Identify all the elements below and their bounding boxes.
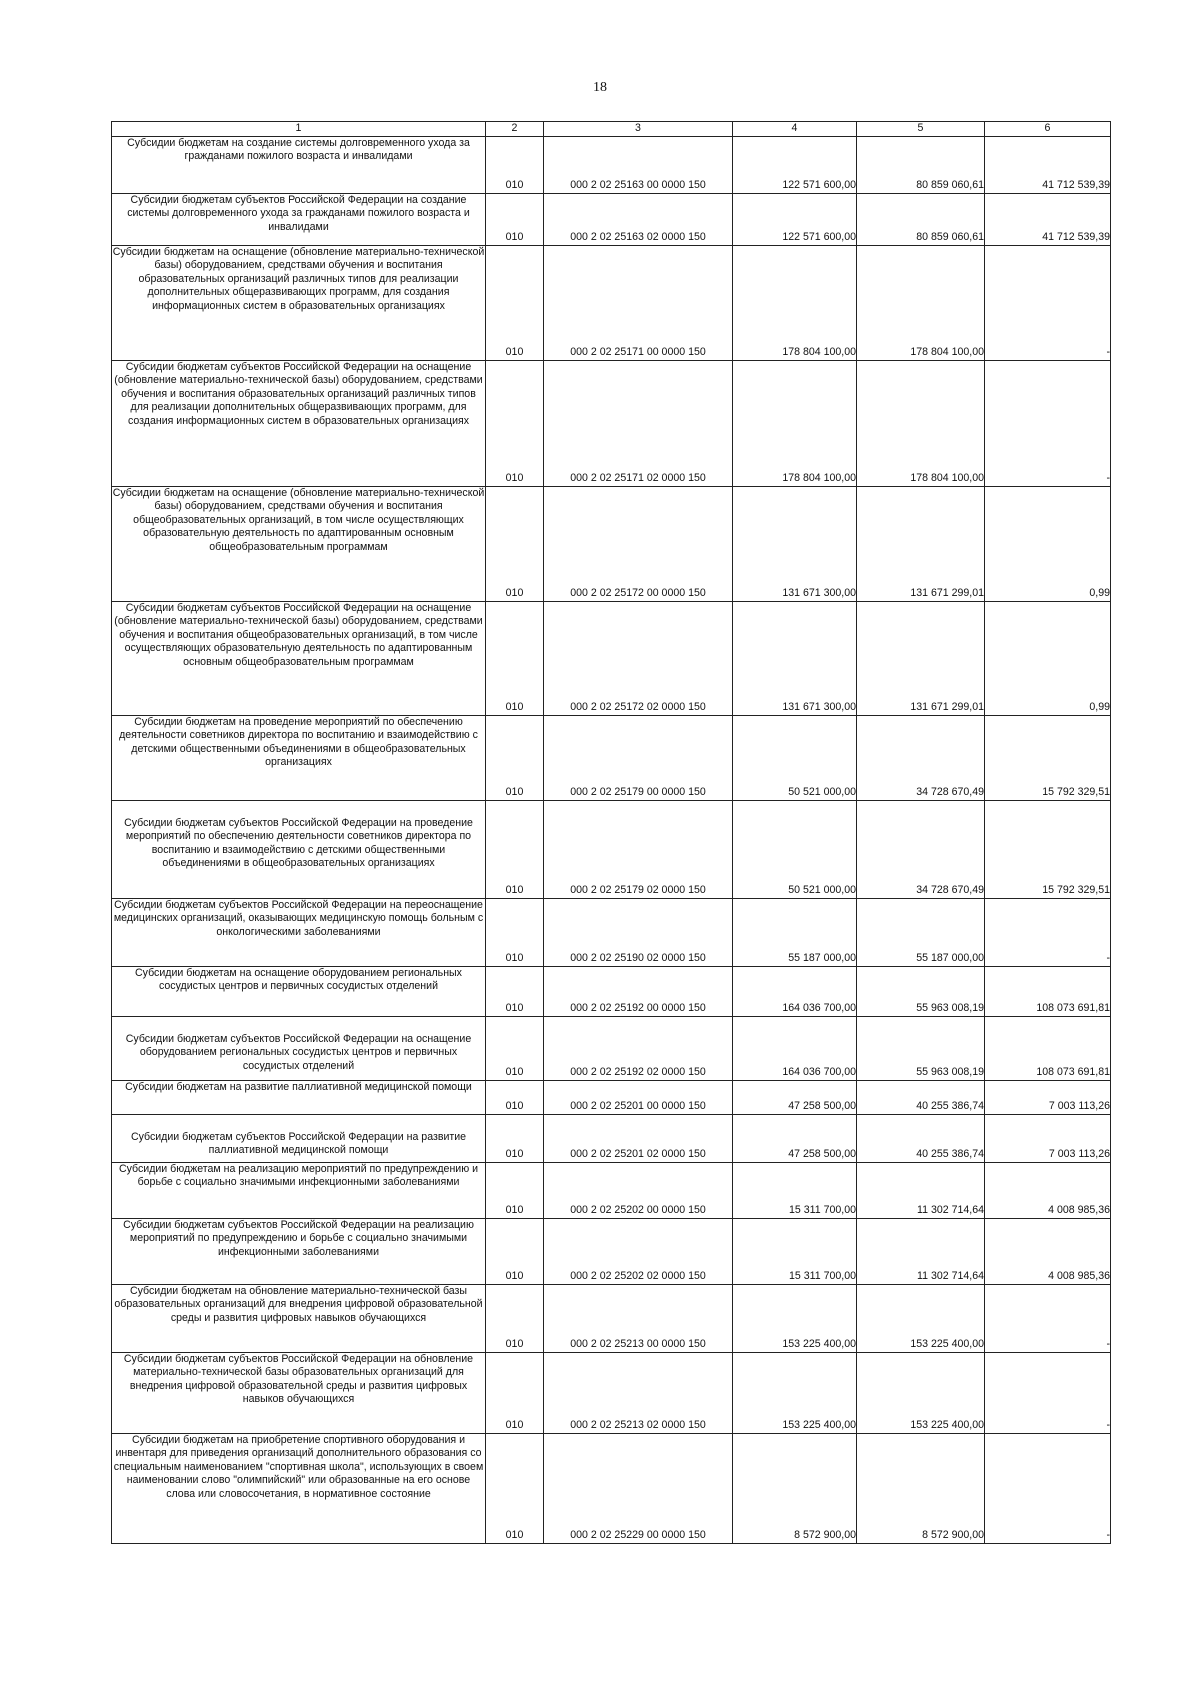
table-row	[112, 966, 1111, 1016]
row-kbk: 000 2 02 25171 02 0000 150	[544, 360, 733, 486]
row-description: Субсидии бюджетам субъектов Российской Федерации на оснащение оборудованием региональных сосудистых центров и первичных сосудистых отделений	[112, 1016, 486, 1080]
row-col5-amount: 55 187 000,00	[857, 898, 985, 966]
table-body	[112, 136, 1111, 1543]
row-code: 010	[486, 898, 544, 966]
column-header-1: 1	[112, 122, 486, 137]
row-col4-amount: 122 571 600,00	[733, 136, 857, 193]
row-code: 010	[486, 193, 544, 245]
row-col6-amount: 108 073 691,81	[985, 966, 1111, 1016]
row-description: Субсидии бюджетам субъектов Российской Федерации на обновление материально-технической базы образовательных организаций для внедрения цифровой образовательной среды и развития цифровых навыков обучающихся	[112, 1352, 486, 1433]
row-col5-amount: 178 804 100,00	[857, 245, 985, 360]
budget-table	[111, 121, 1111, 1544]
row-description: Субсидии бюджетам на обновление материально-технической базы образовательных организаций для внедрения цифровой образовательной среды и развития цифровых навыков обучающихся	[112, 1284, 486, 1352]
table-row	[112, 360, 1111, 486]
row-col6-amount: 4 008 985,36	[985, 1218, 1111, 1284]
row-col6-amount: 15 792 329,51	[985, 800, 1111, 898]
row-code: 010	[486, 1352, 544, 1433]
row-kbk: 000 2 02 25190 02 0000 150	[544, 898, 733, 966]
row-code: 010	[486, 360, 544, 486]
row-code: 010	[486, 966, 544, 1016]
row-description: Субсидии бюджетам субъектов Российской Федерации на реализацию мероприятий по предупреждению и борьбе с социально значимыми инфекционными заболеваниями	[112, 1218, 486, 1284]
row-col4-amount: 50 521 000,00	[733, 715, 857, 800]
row-col4-amount: 122 571 600,00	[733, 193, 857, 245]
row-kbk: 000 2 02 25172 02 0000 150	[544, 601, 733, 715]
row-description: Субсидии бюджетам субъектов Российской Федерации на переоснащение медицинских организаций, оказывающих медицинскую помощь больным с онкологическими заболеваниями	[112, 898, 486, 966]
table-row	[112, 245, 1111, 360]
row-code: 010	[486, 245, 544, 360]
row-col5-amount: 153 225 400,00	[857, 1352, 985, 1433]
table-row	[112, 136, 1111, 193]
row-col5-amount: 55 963 008,19	[857, 1016, 985, 1080]
row-kbk: 000 2 02 25163 02 0000 150	[544, 193, 733, 245]
table-row	[112, 1114, 1111, 1162]
table-row	[112, 601, 1111, 715]
row-col6-amount: 15 792 329,51	[985, 715, 1111, 800]
column-header-6: 6	[985, 122, 1111, 137]
row-col5-amount: 153 225 400,00	[857, 1284, 985, 1352]
row-col6-amount: -	[985, 1284, 1111, 1352]
row-col4-amount: 131 671 300,00	[733, 601, 857, 715]
row-col5-amount: 80 859 060,61	[857, 136, 985, 193]
row-description: Субсидии бюджетам на оснащение (обновление материально-технической базы) оборудованием, средствами обучения и воспитания образовательных организаций различных типов для реализации дополнительных общеразвивающих программ, для создания информационных систем в образовательных организациях	[112, 245, 486, 360]
row-col4-amount: 8 572 900,00	[733, 1433, 857, 1543]
row-kbk: 000 2 02 25171 00 0000 150	[544, 245, 733, 360]
row-description: Субсидии бюджетам субъектов Российской Федерации на проведение мероприятий по обеспечению деятельности советников директора по воспитанию и взаимодействию с детскими общественными объединениями в общеобразовательных организациях	[112, 800, 486, 898]
row-col6-amount: 7 003 113,26	[985, 1114, 1111, 1162]
row-code: 010	[486, 715, 544, 800]
table-row	[112, 1218, 1111, 1284]
row-code: 010	[486, 1114, 544, 1162]
column-header-4: 4	[733, 122, 857, 137]
row-description: Субсидии бюджетам субъектов Российской Федерации на оснащение (обновление материально-технической базы) оборудованием, средствами обучения и воспитания общеобразовательных организаций, в том числе осуществляющих образовательную деятельность по адаптированным основным общеобразовательным программам	[112, 601, 486, 715]
row-col6-amount: 41 712 539,39	[985, 193, 1111, 245]
table-row	[112, 1080, 1111, 1114]
table-row	[112, 715, 1111, 800]
row-col4-amount: 50 521 000,00	[733, 800, 857, 898]
row-col5-amount: 40 255 386,74	[857, 1114, 985, 1162]
row-code: 010	[486, 1433, 544, 1543]
table-row	[112, 1433, 1111, 1543]
row-col5-amount: 55 963 008,19	[857, 966, 985, 1016]
row-description: Субсидии бюджетам субъектов Российской Федерации на развитие паллиативной медицинской помощи	[112, 1114, 486, 1162]
row-code: 010	[486, 1016, 544, 1080]
row-description: Субсидии бюджетам на оснащение оборудованием региональных сосудистых центров и первичных сосудистых отделений	[112, 966, 486, 1016]
row-col4-amount: 47 258 500,00	[733, 1080, 857, 1114]
row-col6-amount: 41 712 539,39	[985, 136, 1111, 193]
row-kbk: 000 2 02 25229 00 0000 150	[544, 1433, 733, 1543]
column-number-row	[112, 122, 1111, 137]
row-description: Субсидии бюджетам на реализацию мероприятий по предупреждению и борьбе с социально значимыми инфекционными заболеваниями	[112, 1162, 486, 1218]
row-code: 010	[486, 486, 544, 601]
row-col5-amount: 11 302 714,64	[857, 1218, 985, 1284]
row-col5-amount: 8 572 900,00	[857, 1433, 985, 1543]
row-code: 010	[486, 800, 544, 898]
row-col5-amount: 11 302 714,64	[857, 1162, 985, 1218]
row-col6-amount: 0,99	[985, 486, 1111, 601]
row-kbk: 000 2 02 25202 02 0000 150	[544, 1218, 733, 1284]
row-col4-amount: 15 311 700,00	[733, 1218, 857, 1284]
row-col5-amount: 40 255 386,74	[857, 1080, 985, 1114]
row-description: Субсидии бюджетам субъектов Российской Федерации на создание системы долговременного ухода за гражданами пожилого возраста и инвалидами	[112, 193, 486, 245]
row-col6-amount: 4 008 985,36	[985, 1162, 1111, 1218]
column-header-5: 5	[857, 122, 985, 137]
row-description: Субсидии бюджетам на развитие паллиативной медицинской помощи	[112, 1080, 486, 1114]
row-col5-amount: 34 728 670,49	[857, 800, 985, 898]
table-row	[112, 1016, 1111, 1080]
row-col4-amount: 153 225 400,00	[733, 1284, 857, 1352]
row-code: 010	[486, 1284, 544, 1352]
row-col5-amount: 80 859 060,61	[857, 193, 985, 245]
row-col6-amount: -	[985, 1433, 1111, 1543]
row-kbk: 000 2 02 25201 02 0000 150	[544, 1114, 733, 1162]
row-code: 010	[486, 1218, 544, 1284]
row-description: Субсидии бюджетам на создание системы долговременного ухода за гражданами пожилого возраста и инвалидами	[112, 136, 486, 193]
row-kbk: 000 2 02 25163 00 0000 150	[544, 136, 733, 193]
row-col4-amount: 164 036 700,00	[733, 966, 857, 1016]
row-description: Субсидии бюджетам на приобретение спортивного оборудования и инвентаря для приведения организаций дополнительного образования со специальным наименованием "спортивная школа", использующих в своем наименовании слово "олимпийский" или образованные на его основе слова или словосочетания, в нормативное состояние	[112, 1433, 486, 1543]
row-col6-amount: 108 073 691,81	[985, 1016, 1111, 1080]
row-col4-amount: 47 258 500,00	[733, 1114, 857, 1162]
table-row	[112, 1284, 1111, 1352]
row-code: 010	[486, 1162, 544, 1218]
row-col5-amount: 131 671 299,01	[857, 486, 985, 601]
row-kbk: 000 2 02 25192 02 0000 150	[544, 1016, 733, 1080]
row-col4-amount: 178 804 100,00	[733, 360, 857, 486]
row-kbk: 000 2 02 25202 00 0000 150	[544, 1162, 733, 1218]
page-number: 18	[593, 80, 607, 95]
table-row	[112, 1162, 1111, 1218]
row-col4-amount: 178 804 100,00	[733, 245, 857, 360]
row-col6-amount: -	[985, 245, 1111, 360]
row-col4-amount: 15 311 700,00	[733, 1162, 857, 1218]
row-code: 010	[486, 136, 544, 193]
row-kbk: 000 2 02 25179 00 0000 150	[544, 715, 733, 800]
row-kbk: 000 2 02 25192 00 0000 150	[544, 966, 733, 1016]
row-kbk: 000 2 02 25213 00 0000 150	[544, 1284, 733, 1352]
table-row	[112, 800, 1111, 898]
row-col5-amount: 131 671 299,01	[857, 601, 985, 715]
row-col4-amount: 55 187 000,00	[733, 898, 857, 966]
row-col6-amount: -	[985, 1352, 1111, 1433]
table-row	[112, 1352, 1111, 1433]
row-kbk: 000 2 02 25213 02 0000 150	[544, 1352, 733, 1433]
row-kbk: 000 2 02 25201 00 0000 150	[544, 1080, 733, 1114]
row-col6-amount: 7 003 113,26	[985, 1080, 1111, 1114]
table-row	[112, 486, 1111, 601]
table-row	[112, 193, 1111, 245]
row-col5-amount: 178 804 100,00	[857, 360, 985, 486]
row-kbk: 000 2 02 25179 02 0000 150	[544, 800, 733, 898]
column-header-3: 3	[544, 122, 733, 137]
row-col5-amount: 34 728 670,49	[857, 715, 985, 800]
row-code: 010	[486, 601, 544, 715]
row-code: 010	[486, 1080, 544, 1114]
row-col6-amount: -	[985, 360, 1111, 486]
row-col4-amount: 131 671 300,00	[733, 486, 857, 601]
row-description: Субсидии бюджетам субъектов Российской Федерации на оснащение (обновление материально-технической базы) оборудованием, средствами обучения и воспитания образовательных организаций различных типов для реализации дополнительных общеразвивающих программ, для создания информационных систем в образовательных организациях	[112, 360, 486, 486]
row-col4-amount: 153 225 400,00	[733, 1352, 857, 1433]
row-description: Субсидии бюджетам на оснащение (обновление материально-технической базы) оборудованием, средствами обучения и воспитания общеобразовательных организаций, в том числе осуществляющих образовательную деятельность по адаптированным основным общеобразовательным программам	[112, 486, 486, 601]
column-header-2: 2	[486, 122, 544, 137]
row-kbk: 000 2 02 25172 00 0000 150	[544, 486, 733, 601]
row-col6-amount: 0,99	[985, 601, 1111, 715]
table-row	[112, 898, 1111, 966]
row-col6-amount: -	[985, 898, 1111, 966]
row-description: Субсидии бюджетам на проведение мероприятий по обеспечению деятельности советников директора по воспитанию и взаимодействию с детскими общественными объединениями в общеобразовательных организациях	[112, 715, 486, 800]
row-col4-amount: 164 036 700,00	[733, 1016, 857, 1080]
